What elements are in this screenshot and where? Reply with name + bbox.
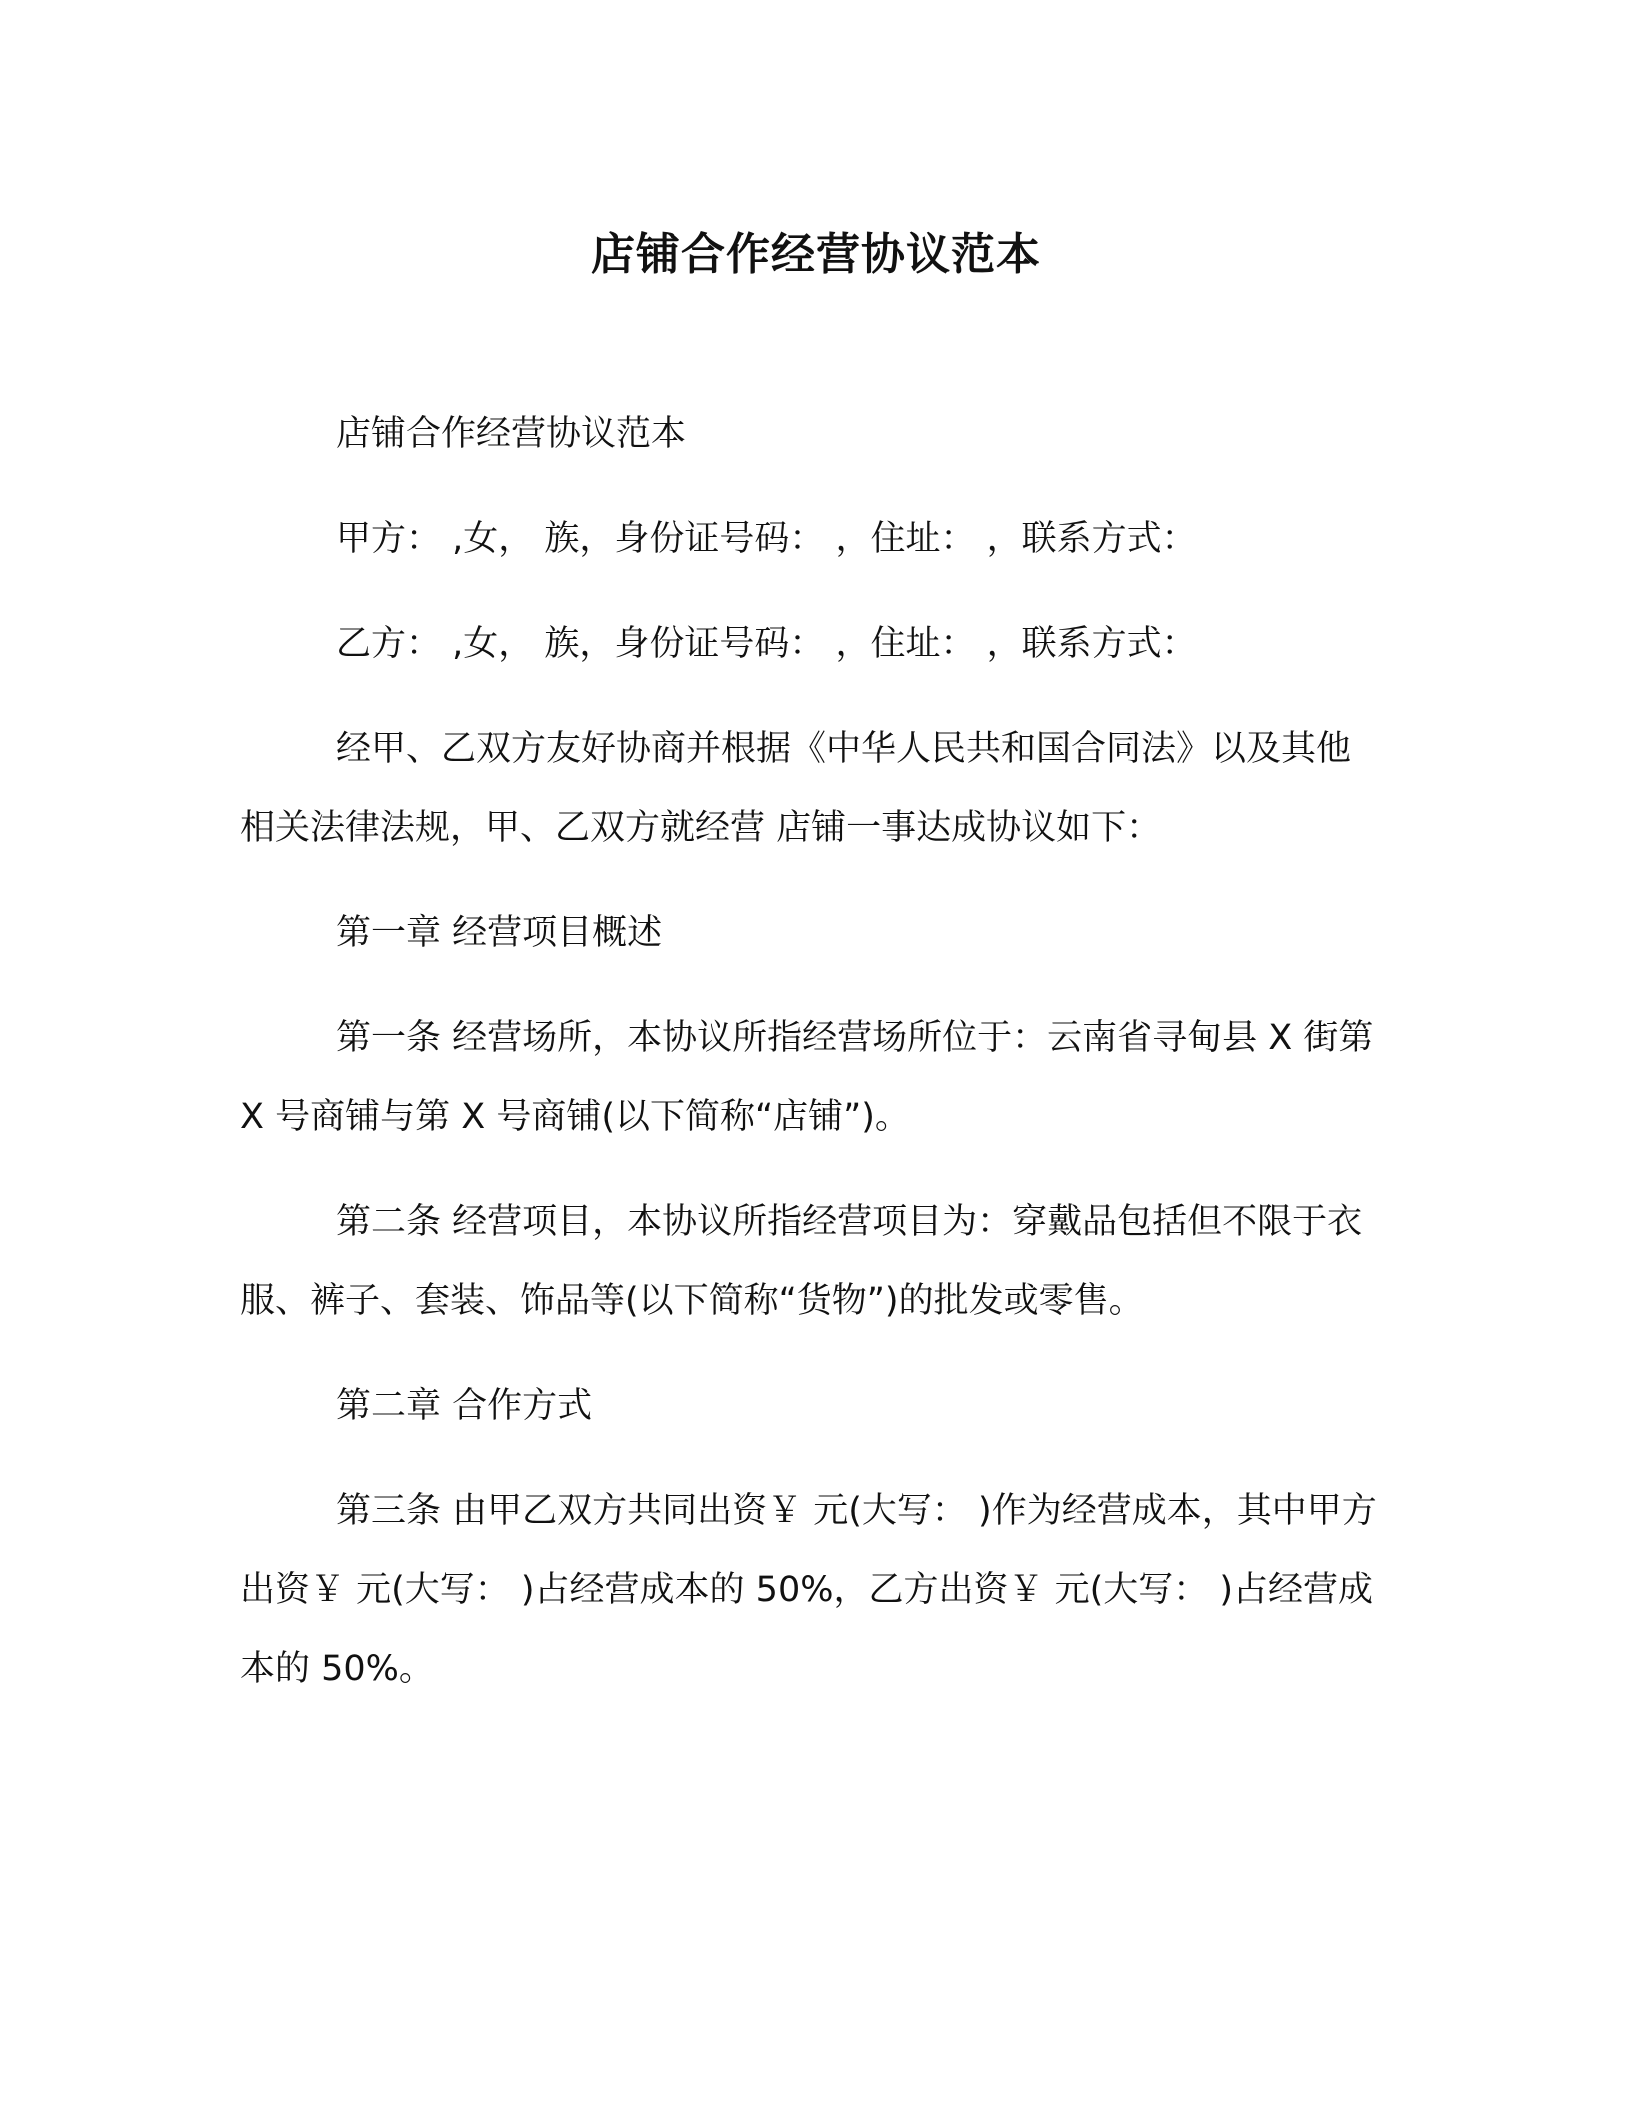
document-title: 店铺合作经营协议范本: [591, 229, 1041, 280]
paragraph-article-2: 第二条 经营项目，本协议所指经营项目为：穿戴品包括但不限于衣服、裤子、套装、饰品等(以下简称“货物”)的批发或零售。: [240, 1202, 1363, 1321]
paragraph-article-3: 第三条 由甲乙双方共同出资￥ 元(大写： )作为经营成本，其中甲方出资￥ 元(大写： )占经营成本的 50%，乙方出资￥ 元(大写： )占经营成本的 50%。: [240, 1491, 1377, 1689]
paragraph-subtitle: 店铺合作经营协议范本: [336, 414, 687, 454]
paragraph-chapter-2: 第二章 合作方式: [336, 1386, 593, 1426]
paragraph-party-b: 乙方： ,女， 族，身份证号码： ，住址： ，联系方式：: [336, 624, 1197, 664]
paragraph-preamble: 经甲、乙双方友好协商并根据《中华人民共和国合同法》以及其他相关法律法规，甲、乙双方就经营 店铺一事达成协议如下：: [240, 729, 1352, 848]
document-body: [240, 395, 1385, 1709]
paragraph-chapter-1: 第一章 经营项目概述: [336, 913, 663, 953]
paragraph-party-a: 甲方： ,女， 族，身份证号码： ，住址： ，联系方式：: [336, 519, 1197, 559]
paragraph-article-1: 第一条 经营场所，本协议所指经营场所位于：云南省寻甸县 X 街第 X 号商铺与第 X 号商铺(以下简称“店铺”)。: [240, 1018, 1374, 1137]
